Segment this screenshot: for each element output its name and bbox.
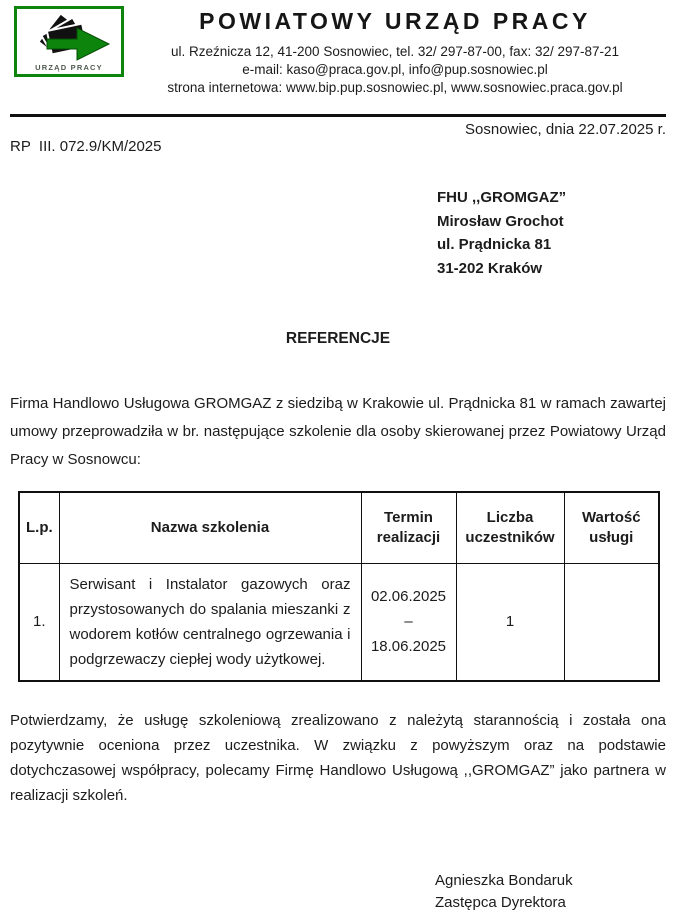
recipient-person: Mirosław Grochot [437, 212, 564, 230]
intro-paragraph: Firma Handlowo Usługowa GROMGAZ z siedzibą w Krakowie ul. Prądnicka 81 w ramach zawartej umowy przeprowadziła w br. następujące szkolenie dla osoby skierowanej przez Powiatowy Urząd Pracy w Sosnowcu: [10, 395, 666, 468]
logo-arrows-icon [19, 13, 119, 63]
cell-lp: 1. [19, 563, 59, 681]
letterhead-text [124, 6, 666, 97]
header-cell-lp: L.p. [19, 492, 59, 563]
cell-value [564, 563, 659, 681]
table-header-row [19, 492, 659, 563]
term-start: 02.06.2025 [370, 588, 447, 606]
reference-number: RP III. 072.9/KM/2025 [10, 138, 162, 155]
term-dash: – [404, 613, 413, 631]
signature-title: Zastępca Dyrektora [435, 894, 566, 911]
cell-participants: 1 [456, 563, 564, 681]
table-row [19, 563, 659, 681]
term-end: 18.06.2025 [370, 638, 447, 656]
cell-training-name: Serwisant i Instalator gazowych oraz przystosowanych do spalania mieszanki z wodorem kotłów centralnego ogrzewania i podgrzewaczy ciepłej wody użytkowej. [59, 563, 361, 681]
address-line: ul. Rzeźnicza 12, 41-200 Sosnowiec, tel. 32/ 297-87-00, fax: 32/ 297-87-21 [170, 44, 620, 59]
signature-block [435, 870, 666, 914]
header-cell-name: Nazwa szkolenia [59, 492, 361, 563]
recipient-company: FHU ,,GROMGAZ” [437, 189, 567, 206]
closing-paragraph: Potwierdzamy, że usługę szkoleniową zrealizowano z należytą starannością i została ona pozytywnie oceniona przez uczestnika. W związku z powyższym oraz na podstawie dotychczasowej współpracy, polecamy Firmę Handlowo Usługową ,,GROMGAZ” jako partnera w realizacji szkoleń. [10, 712, 666, 804]
recipient-street: ul. Prądnicka 81 [437, 236, 552, 253]
recipient-city: 31-202 Kraków [437, 259, 543, 277]
date-line: Sosnowiec, dnia 22.07.2025 r. [465, 121, 666, 138]
email-line: e-mail: kaso@praca.gov.pl, info@pup.sosnowiec.pl [242, 62, 548, 77]
recipient-block [437, 186, 666, 280]
trainings-table [18, 491, 660, 682]
document-title: REFERENCJE [285, 330, 391, 347]
header-cell-value: Wartość usługi [564, 492, 659, 563]
header-cell-count: Liczba uczestników [456, 492, 564, 563]
header-divider [10, 114, 666, 117]
signature-name: Agnieszka Bondaruk [435, 872, 573, 889]
office-title: POWIATOWY URZĄD PRACY [199, 8, 591, 34]
website-line: strona internetowa: www.bip.pup.sosnowiec.pl, www.sosnowiec.praca.gov.pl [167, 80, 623, 95]
cell-term [361, 563, 456, 681]
letterhead [10, 0, 666, 97]
header-cell-term: Termin realizacji [361, 492, 456, 563]
labour-office-logo [14, 6, 124, 77]
logo-caption: URZĄD PRACY [35, 63, 103, 72]
